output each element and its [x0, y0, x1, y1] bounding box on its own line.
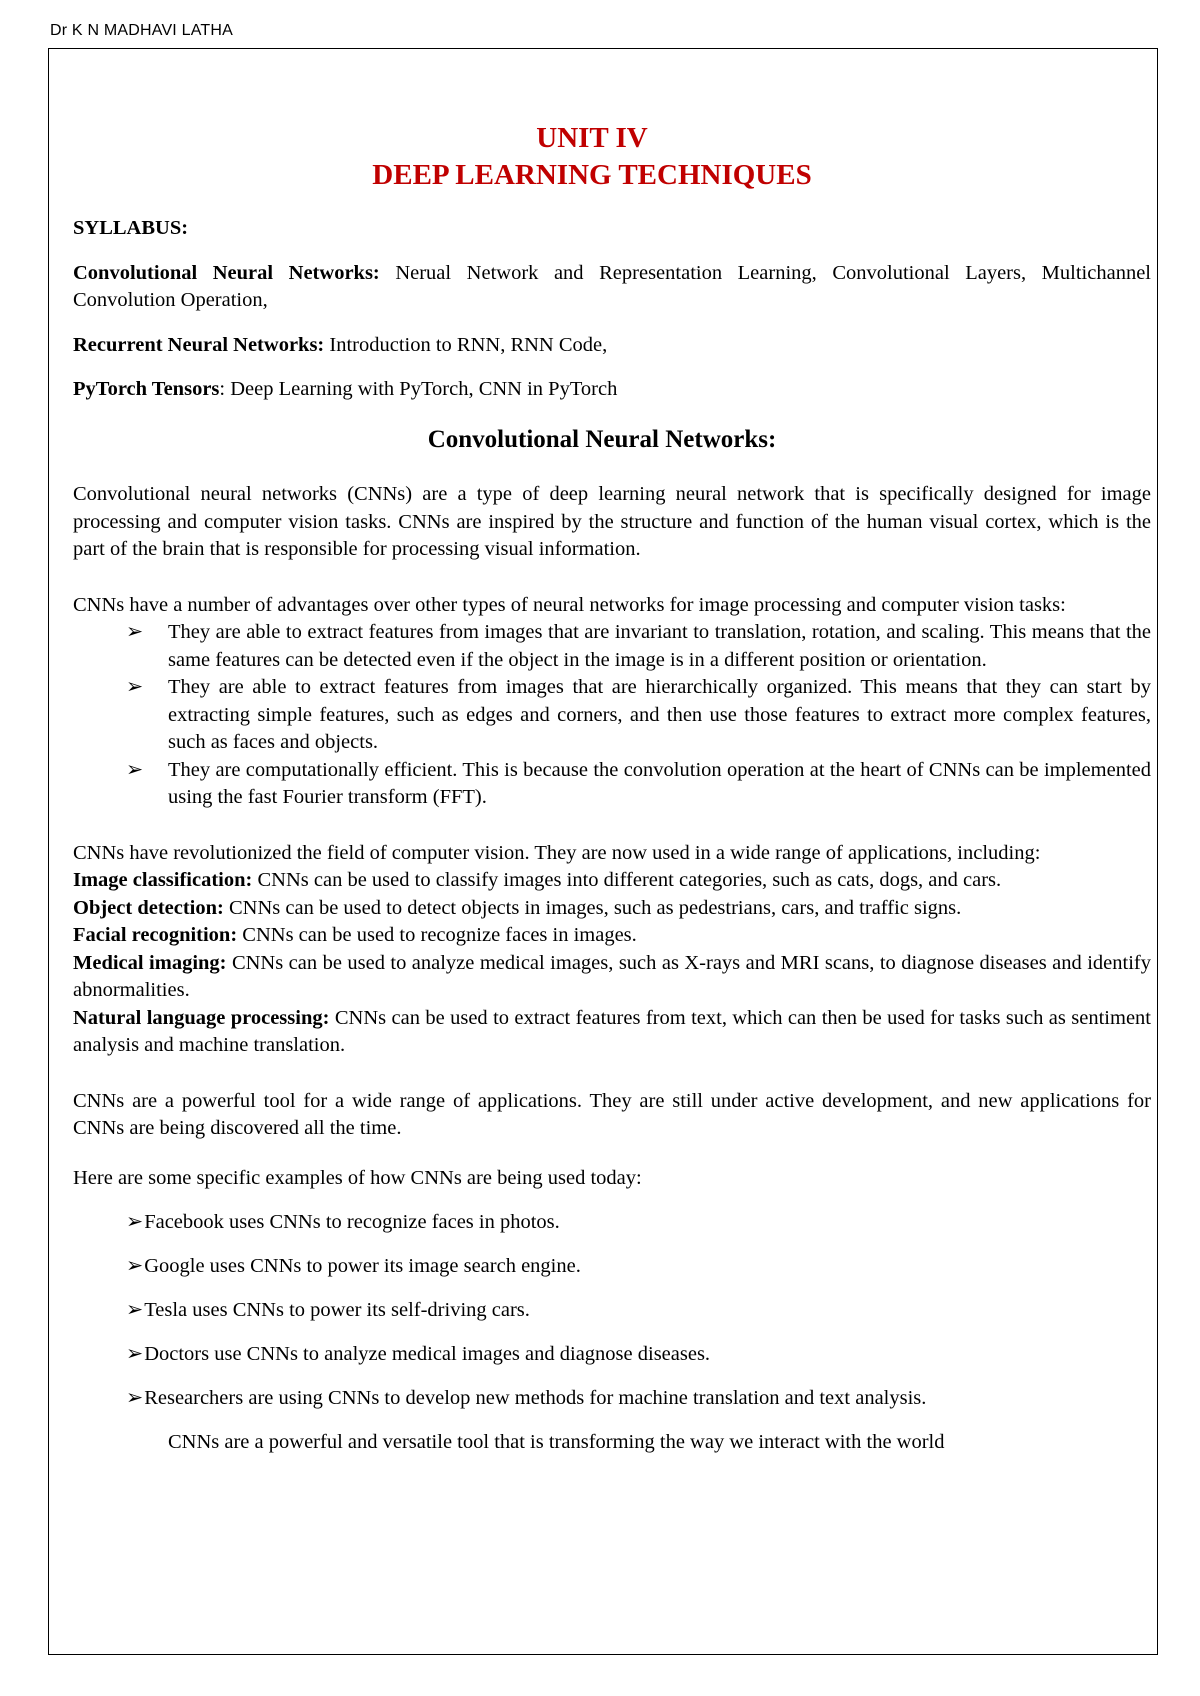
unit-subject: DEEP LEARNING TECHNIQUES	[372, 159, 812, 191]
summary-paragraph: CNNs are a powerful tool for a wide range of applications. They are still under active development, and new applications for CNNs are being discovered all the time.	[73, 1089, 1151, 1139]
syllabus-item-label: Convolutional Neural Networks:	[73, 261, 380, 284]
arrow-bullet-icon: ➢	[126, 676, 144, 698]
examples-intro: Here are some specific examples of how CNNs are being used today:	[73, 1166, 642, 1189]
arrow-bullet-icon: ➢	[126, 1343, 144, 1365]
application-item	[73, 950, 1151, 1005]
list-item	[126, 757, 1151, 812]
list-item	[126, 619, 1151, 674]
advantage-text: They are computationally efficient. This is because the convolution operation at the heart of CNNs can be implemented using the fast Fourier transform (FFT).	[168, 758, 1151, 808]
application-text: CNNs can be used to detect objects in images, such as pedestrians, cars, and traffic signs.	[223, 896, 962, 919]
advantages-intro: CNNs have a number of advantages over other types of neural networks for image processing and computer vision tasks:	[73, 593, 1066, 616]
example-item	[126, 1297, 1151, 1324]
advantages-list	[73, 619, 1151, 812]
application-text: CNNs can be used to classify images into different categories, such as cats, dogs, and cars.	[252, 869, 1002, 891]
syllabus-heading: SYLLABUS:	[73, 217, 189, 239]
applications-intro: CNNs have revolutionized the field of computer vision. They are now used in a wide range of applications, including:	[73, 841, 1041, 864]
application-label: Image classification:	[73, 869, 253, 891]
arrow-bullet-icon: ➢	[126, 1387, 144, 1409]
application-item	[73, 922, 1151, 950]
arrow-bullet-icon: ➢	[126, 621, 144, 643]
example-item	[126, 1253, 1151, 1280]
section-heading: Convolutional Neural Networks:	[427, 425, 777, 453]
application-text: CNNs can be used to analyze medical images, such as X-rays and MRI scans, to diagnose diseases and identify abnormalities.	[73, 951, 1151, 1001]
application-item	[73, 895, 1151, 923]
author-header: Dr K N MADHAVI LATHA	[50, 22, 233, 39]
application-text: CNNs can be used to extract features from text, which can then be used for tasks such as sentiment analysis and machine translation.	[73, 1006, 1151, 1056]
application-label: Medical imaging:	[73, 951, 227, 974]
advantage-text: They are able to extract features from images that are hierarchically organized. This means that they can start by extracting simple features, such as edges and corners, and then use those features to extract more complex features, such as faces and objects.	[168, 676, 1151, 753]
syllabus-item-label: PyTorch Tensors	[73, 378, 220, 400]
example-text: Google uses CNNs to power its image search engine.	[144, 1255, 581, 1277]
example-item	[126, 1209, 1151, 1236]
application-item	[73, 1005, 1151, 1060]
advantage-text: They are able to extract features from images that are invariant to translation, rotation, and scaling. This means that the same features can be detected even if the object in the image is in a different position or orientation.	[168, 621, 1151, 671]
syllabus-item	[73, 332, 1151, 360]
syllabus-item-text: Nerual Network and Representation Learning, Convolutional Layers, Multichannel Convolution Operation,	[73, 261, 1151, 311]
example-text: Researchers are using CNNs to develop new methods for machine translation and text analysis.	[144, 1387, 927, 1409]
syllabus-item-label: Recurrent Neural Networks:	[73, 333, 325, 356]
unit-title	[33, 120, 1151, 194]
arrow-bullet-icon: ➢	[126, 1299, 144, 1321]
application-label: Natural language processing:	[73, 1006, 330, 1029]
syllabus-item-text: : Deep Learning with PyTorch, CNN in PyTorch	[219, 378, 618, 400]
intro-paragraph: Convolutional neural networks (CNNs) are a type of deep learning neural network that is specifically designed for image processing and computer vision tasks. CNNs are inspired by the structure and function of the human visual cortex, which is the part of the brain that is responsible for processing visual information.	[73, 483, 1151, 560]
syllabus-item	[73, 260, 1151, 315]
application-item	[73, 867, 1151, 895]
example-text: Tesla uses CNNs to power its self-driving cars.	[144, 1299, 530, 1321]
arrow-bullet-icon: ➢	[126, 1255, 144, 1277]
example-text: Doctors use CNNs to analyze medical images and diagnose diseases.	[144, 1343, 711, 1365]
syllabus-item	[73, 376, 1151, 404]
arrow-bullet-icon: ➢	[126, 1211, 144, 1233]
example-item	[126, 1341, 1151, 1368]
list-item	[126, 674, 1151, 757]
example-item	[126, 1385, 1151, 1412]
example-text: Facebook uses CNNs to recognize faces in photos.	[144, 1211, 560, 1233]
application-text: CNNs can be used to recognize faces in images.	[237, 924, 637, 946]
document-body	[73, 120, 1151, 1457]
application-label: Facial recognition:	[73, 924, 238, 946]
closing-sentence: CNNs are a powerful and versatile tool that is transforming the way we interact with the world	[168, 1431, 945, 1453]
application-label: Object detection:	[73, 896, 224, 919]
arrow-bullet-icon: ➢	[126, 758, 144, 781]
unit-number: UNIT IV	[536, 122, 648, 154]
syllabus-item-text: Introduction to RNN, RNN Code,	[324, 333, 608, 356]
